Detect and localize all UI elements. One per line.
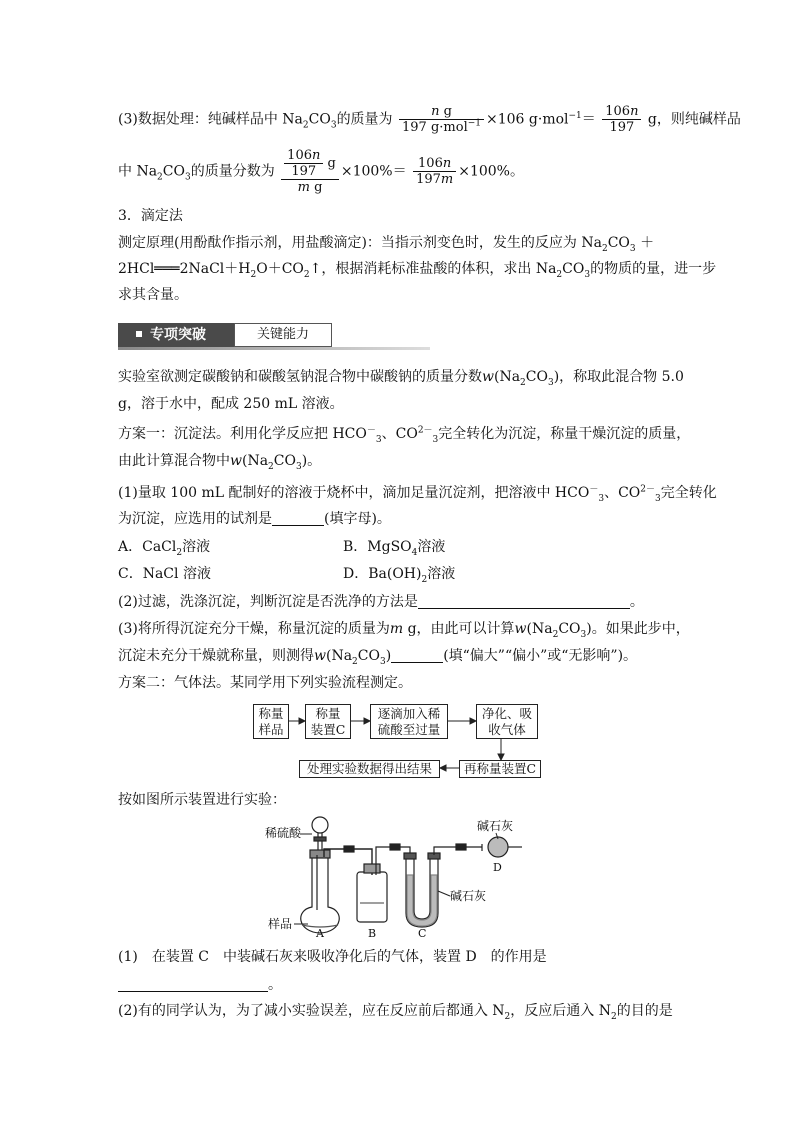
label-a: A [316,927,324,940]
data-processing-line-1: (3)数据处理：纯碱样品中 $Na_2CO_3$的质量为 $\frac{\text{n g}}{197 g\cdot mol^{-1}}$ ×106 g·mol$^{-1}$＝ $\frac{106n}{197}$ g，则纯碱样品 [118,104,741,135]
label-soda-lime-top: 碱石灰 [477,819,514,833]
final-question-1: (1) 在装置 C 中装碱石灰来吸收净化后的气体，装置 D 的作用是 [118,949,547,965]
flask-a [301,850,339,933]
question-3-line-1: (3)将所得沉淀充分干燥，称量沉淀的质量为m g，由此可以计算$w(Na_2CO_3)$。如果此步中， [118,621,690,640]
flow-step-weigh-sample: 称量 样品 [253,704,289,739]
question-2: (2)过滤，洗涤沉淀，判断沉淀是否洗净的方法是 。 [118,594,644,610]
label-b: B [368,927,377,940]
plan-one-line-2: 由此计算混合物中$w(Na_2CO_3)$。 [118,453,322,472]
plan-two: 方案二：气体法。某同学用下列实验流程测定。 [118,675,412,691]
question-3-line-2: 沉淀未充分干燥就称量，则测得$w(Na_2CO_3)$ (填“偏大”“偏小”或“无影响”)。 [118,648,638,667]
problem-intro-1: 实验室欲测定碳酸钠和碳酸氢钠混合物中碳酸钠的质量分数$w(Na_2CO_3)$，称取此混合物 5.0 [118,369,684,388]
label-dilute-acid: 稀硫酸 [265,826,302,840]
label-d: D [493,861,502,874]
question-1-line-2: 为沉淀，应选用的试剂是 (填字母)。 [118,511,391,527]
flow-step-add-acid: 逐滴加入稀 硫酸至过量 [370,704,448,739]
data-processing-line-2: 中 $Na_2CO_3$的质量分数为 $\frac{106n}{197}$ g m g ×100%＝ $\frac{106n}{197m}$ ×100%。 [118,148,524,195]
titration-line-1: 测定原理(用酚酞作指示剂，用盐酸滴定)：当指示剂变色时，发生的反应为 $Na_2CO_3$ ＋ [118,235,655,254]
apparatus-diagram [260,815,550,940]
titration-line-2: $2HCl═══2NaCl+H_2O+CO_2↑$，根据消耗标准盐酸的体积，求出 $Na_2CO_3$的物质的量，进一步 [118,261,717,280]
fraction-106n-over-197m: $\frac{106n}{197m}$ [413,156,456,187]
plan-one-line-1: 方案一：沉淀法。利用化学反应把 $HCO^-_3$、$CO^{2-}_3$完全转化为沉淀，称量干燥沉淀的质量， [118,425,691,445]
flow-step-reweigh-c: 再称量装置C [459,760,541,778]
flow-step-purify: 净化、吸 收气体 [476,704,538,739]
flow-step-process-data: 处理实验数据得出结果 [299,760,440,778]
fraction-106n-over-197: $\frac{106n}{197}$ [602,104,641,135]
apparatus-intro: 按如图所示装置进行实验： [118,792,286,808]
option-b: B．MgSO$_4$溶液 [343,539,446,558]
separatory-funnel [312,817,328,910]
u-tube-c [404,853,440,927]
fraction-mass-fraction: $\frac{106n}{197}$ g m g [281,148,339,195]
label-c: C [418,927,427,940]
drying-tube-d [482,837,522,857]
section-title-titration: 3．滴定法 [118,208,183,224]
banner-special-topic: 专项突破 [118,323,234,347]
fraction-n-over-molar-mass: $\frac{\text{n g}}{197 g\cdot mol^{-1}}$ [399,104,484,135]
bottle-b [357,855,387,922]
flow-step-weigh-c: 称量 装置C [305,704,351,739]
question-1-line-1: (1)量取 100 mL 配制好的溶液于烧杯中，滴加足量沉淀剂，把溶液中 $HCO^-_3$、$CO^{2-}_3$完全转化 [118,484,717,504]
final-question-2: (2)有的同学认为，为了减小实验误差，应在反应前后都通入 $N_2$，反应后通入 $N_2$的目的是 [118,1003,673,1022]
banner-key-ability: 关键能力 [234,323,332,347]
titration-line-3: 求其含量。 [118,287,188,303]
final-question-1-blank: 。 [118,975,282,995]
problem-intro-2: g，溶于水中，配成 250 mL 溶液。 [118,396,344,412]
option-a: A．CaCl$_2$溶液 [118,539,211,558]
option-d: D．$Ba(OH)_2$溶液 [343,566,456,585]
answer-blank-4[interactable] [118,977,268,992]
label-sample: 样品 [268,917,293,931]
option-c: C．NaCl 溶液 [118,566,211,582]
label-soda-lime-side: 碱石灰 [450,889,487,903]
